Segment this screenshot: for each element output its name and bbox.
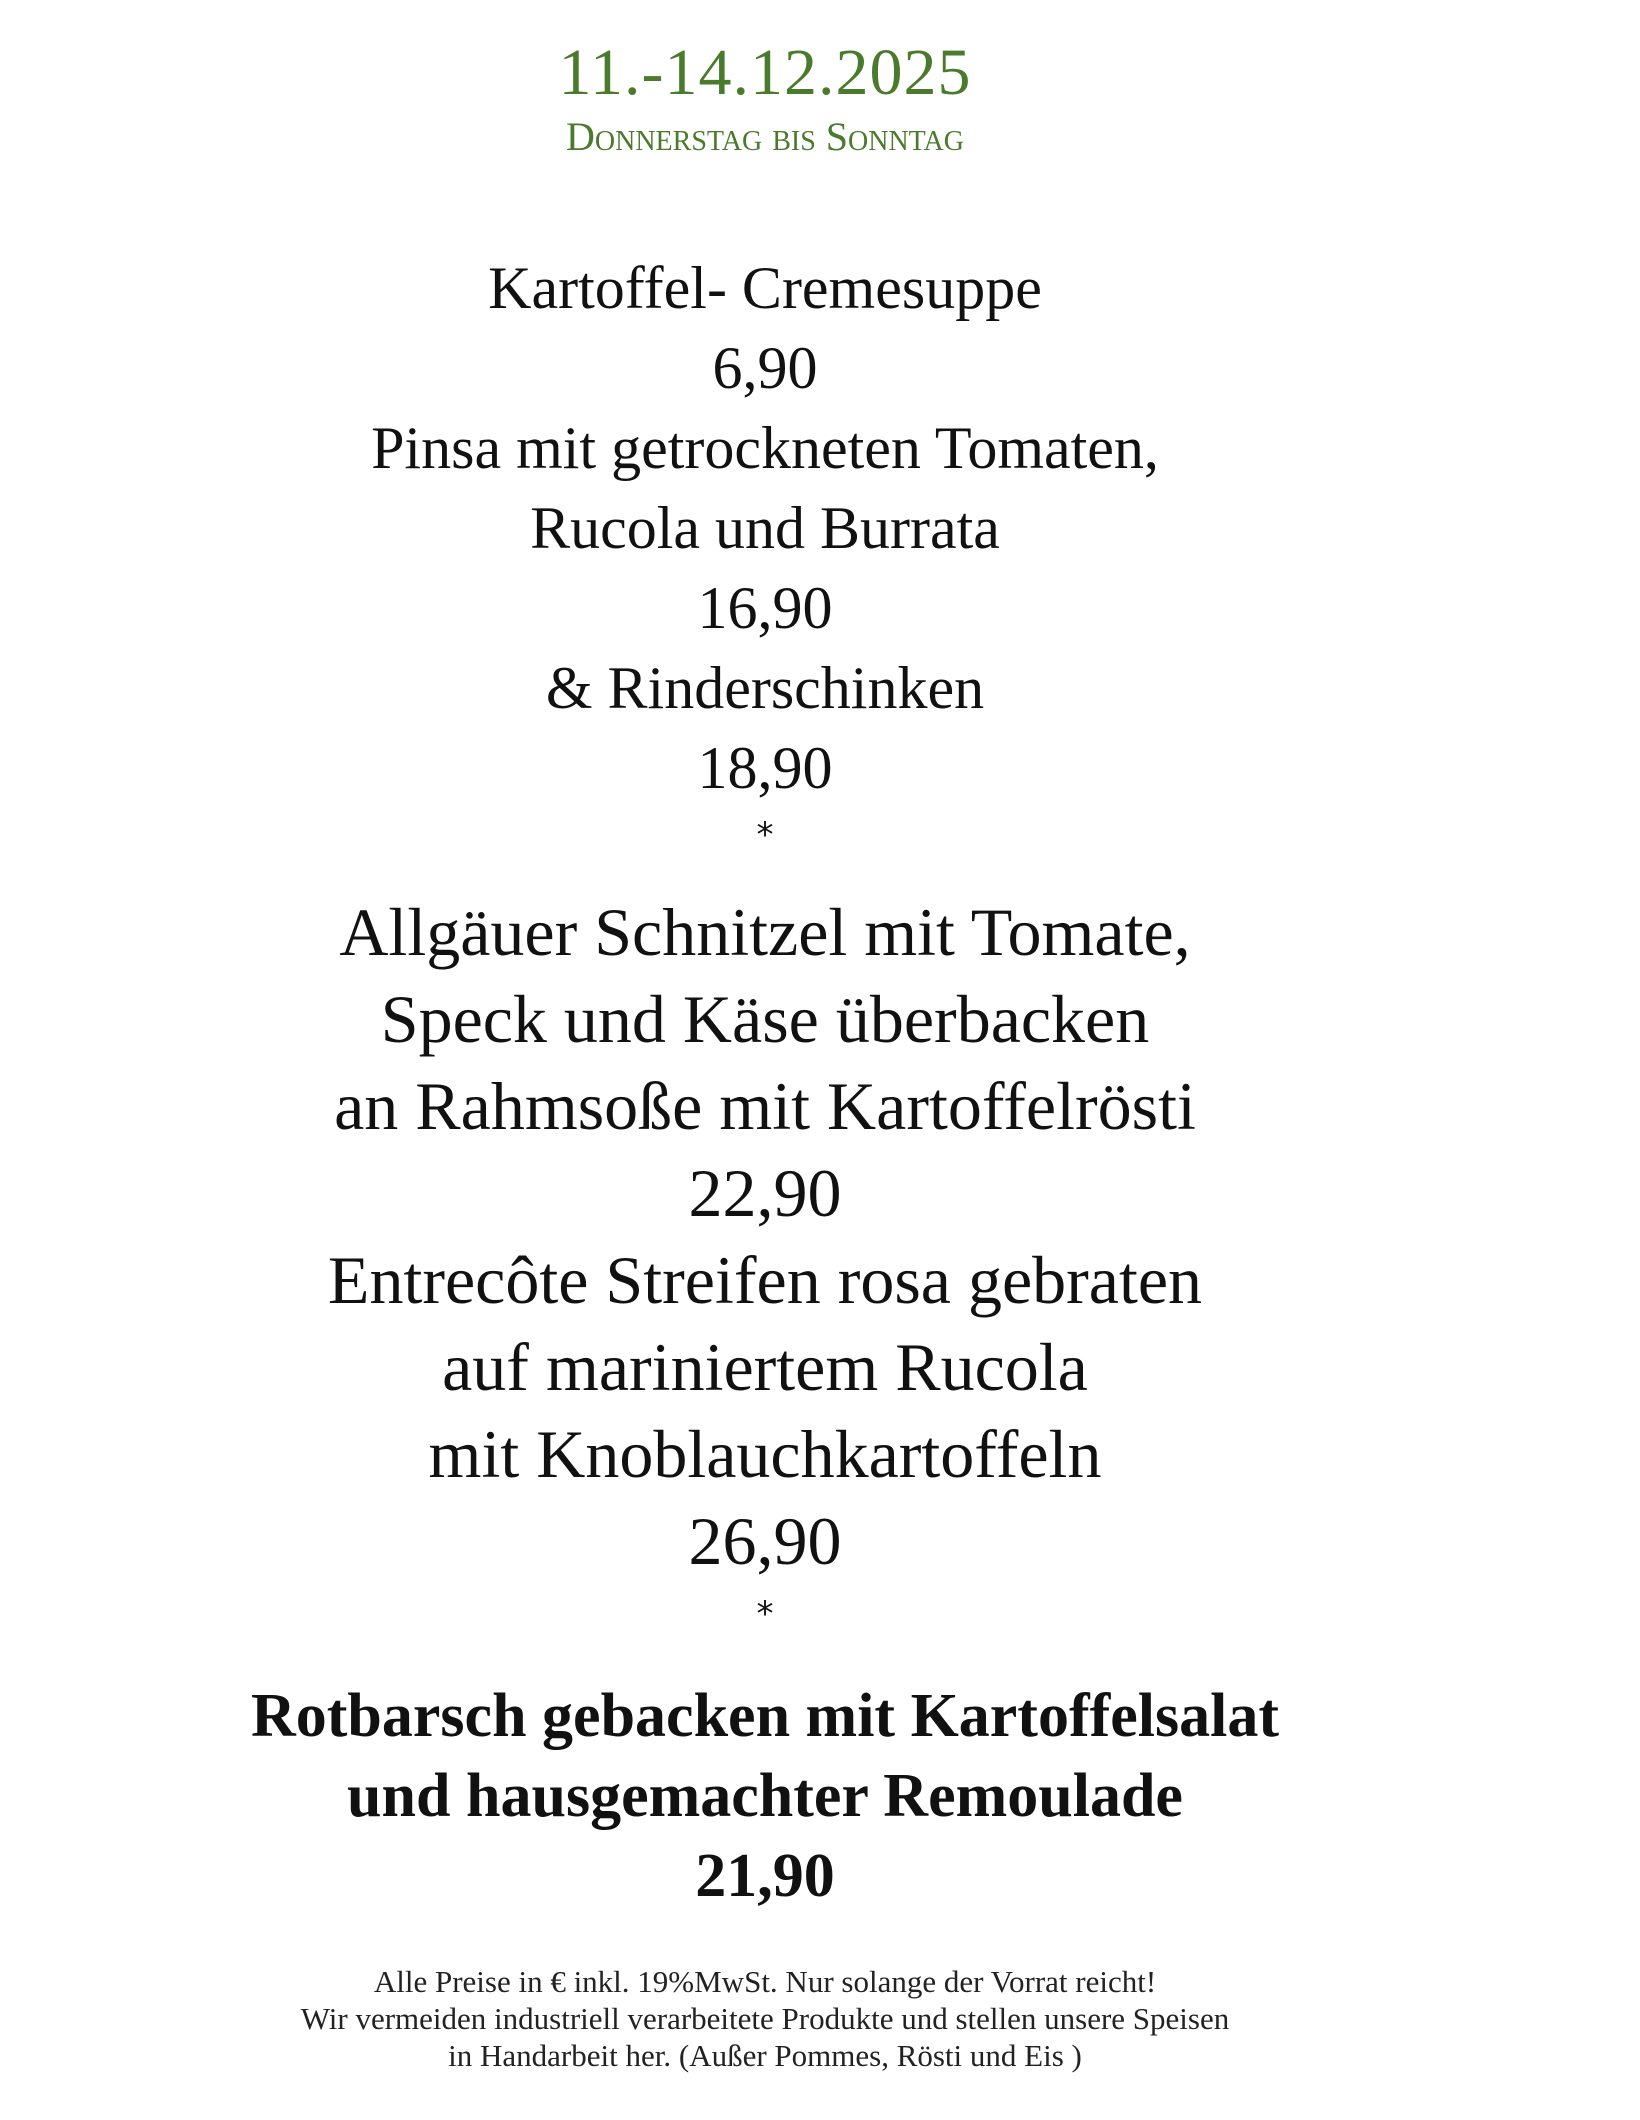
- pinsa-extra: & Rinderschinken: [545, 655, 985, 721]
- separator-asterisk: *: [756, 815, 774, 855]
- footer-line-2: Wir vermeiden industriell verarbeitete Produkte und stellen unsere Speisen: [300, 2001, 1230, 2036]
- entrecote-line-3: mit Knoblauchkartoffeln: [428, 1416, 1102, 1492]
- pinsa-line-1: Pinsa mit getrockneten Tomaten,: [371, 415, 1159, 481]
- schnitzel-price: 22,90: [688, 1155, 842, 1231]
- separator-asterisk: *: [756, 1594, 774, 1634]
- fish-line-1: Rotbarsch gebacken mit Kartoffelsalat: [251, 1682, 1279, 1750]
- date-range: 11.-14.12.2025: [558, 36, 972, 109]
- schnitzel-line-3: an Rahmsoße mit Kartoffelrösti: [334, 1068, 1196, 1144]
- footer-line-3: in Handarbeit her. (Außer Pommes, Rösti und Eis ): [448, 2038, 1082, 2073]
- fish-line-2: und hausgemachter Remoulade: [347, 1762, 1183, 1830]
- fish-price: 21,90: [695, 1842, 835, 1910]
- pinsa-extra-price: 18,90: [697, 735, 833, 801]
- entrecote-price: 26,90: [688, 1503, 842, 1579]
- soup-price: 6,90: [712, 335, 818, 401]
- days-label: Donnerstag bis Sonntag: [566, 114, 964, 159]
- pinsa-price: 16,90: [697, 575, 833, 641]
- entrecote-line-2: auf mariniertem Rucola: [442, 1329, 1088, 1405]
- schnitzel-line-2: Speck und Käse überbacken: [380, 981, 1150, 1057]
- pinsa-line-2: Rucola und Burrata: [530, 495, 1000, 561]
- schnitzel-line-1: Allgäuer Schnitzel mit Tomate,: [339, 894, 1191, 970]
- soup-name: Kartoffel- Cremesuppe: [488, 255, 1042, 321]
- footer-line-1: Alle Preise in € inkl. 19%MwSt. Nur solange der Vorrat reicht!: [373, 1964, 1157, 1999]
- entrecote-line-1: Entrecôte Streifen rosa gebraten: [327, 1242, 1203, 1318]
